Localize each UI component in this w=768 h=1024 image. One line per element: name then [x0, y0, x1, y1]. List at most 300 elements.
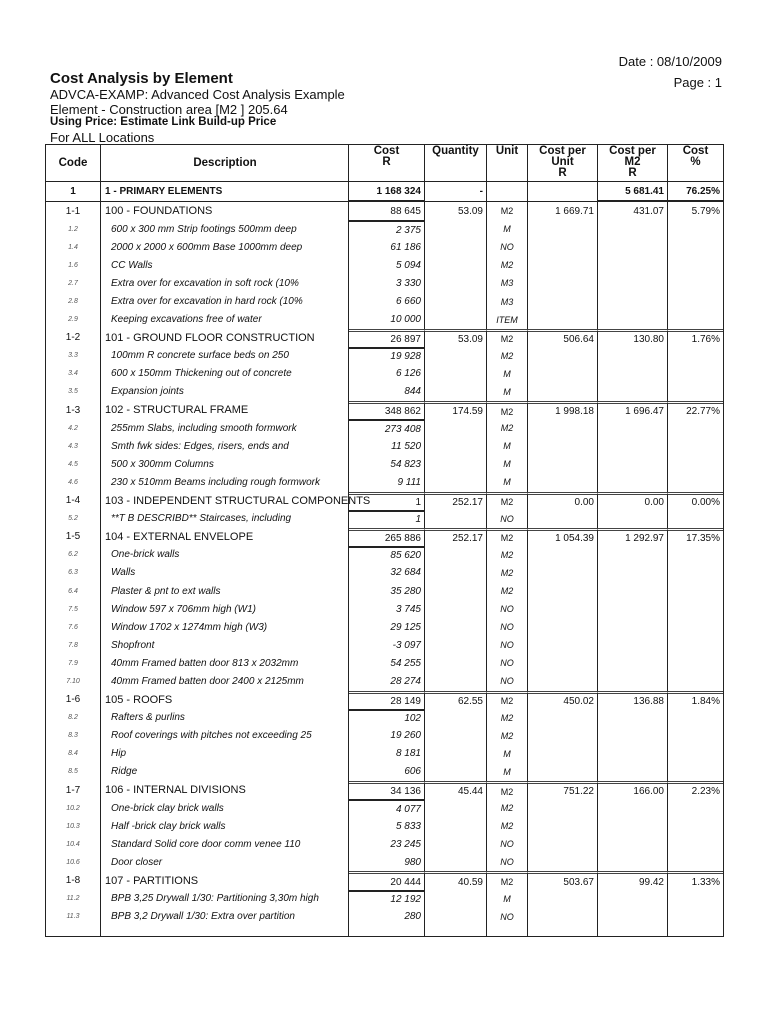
cell-code: 10.3 [66, 822, 80, 830]
cell-code: 6.4 [68, 587, 78, 595]
cell-code: 4.3 [68, 442, 78, 450]
cell-cost: 273 408 [349, 419, 425, 437]
cell-cost-pct [668, 564, 723, 582]
cell-cost: 9 111 [349, 473, 425, 491]
cell-cost-pct [668, 600, 723, 618]
cell-cost-per-m2 [598, 292, 668, 310]
col-cost-per-unit: Cost per Unit R [528, 145, 598, 181]
cell-quantity [425, 709, 487, 727]
cell-quantity: 40.59 [425, 871, 487, 889]
page-number: Page : 1 [673, 75, 722, 90]
cell-cost-per-unit [528, 437, 598, 455]
cell-cost-pct [668, 383, 723, 401]
cell-unit: NO [487, 238, 528, 256]
cell-unit: NO [487, 654, 528, 672]
cell-quantity [425, 799, 487, 817]
table-row-group [46, 781, 723, 799]
cell-code: 7.10 [66, 677, 80, 685]
table-row [46, 709, 723, 727]
cell-quantity [425, 600, 487, 618]
table-row-group [46, 202, 723, 220]
cell-cost-pct: 1.76% [668, 329, 723, 347]
cell-cost-pct [668, 455, 723, 473]
cell-code: 4.5 [68, 460, 78, 468]
cell-cost-per-unit [528, 890, 598, 908]
table-row-group [46, 329, 723, 347]
cell-description: 103 - INDEPENDENT STRUCTURAL COMPONENTS [100, 492, 349, 510]
cell-unit: M2 [487, 256, 528, 274]
cell-cost-per-unit: 506.64 [528, 329, 598, 347]
cell-cost-per-m2 [598, 672, 668, 690]
cell-code: 7.6 [68, 623, 78, 631]
cell-quantity [425, 510, 487, 528]
cell-unit: M [487, 383, 528, 401]
cell-code: 1-7 [65, 784, 81, 796]
cell-cost-per-unit [528, 672, 598, 690]
cell-quantity [425, 817, 487, 835]
cell-unit: M2 [487, 817, 528, 835]
cell-cost-per-m2 [598, 311, 668, 329]
cell-description: 40mm Framed batten door 2400 x 2125mm [100, 672, 349, 690]
cell-description: Hip [100, 745, 349, 763]
table-row-group [46, 691, 723, 709]
table-row-group [46, 871, 723, 889]
cell-cost: 606 [349, 763, 425, 781]
cell-cost-per-unit [528, 709, 598, 727]
col-cost-per-m2: Cost per M2 R [598, 145, 668, 181]
cell-cost: 28 274 [349, 672, 425, 690]
cell-cost-per-unit [528, 238, 598, 256]
cell-description: Window 597 x 706mm high (W1) [100, 600, 349, 618]
cell-quantity [425, 311, 487, 329]
cell-unit: M2 [487, 546, 528, 564]
cell-cost: 54 823 [349, 455, 425, 473]
cell-cost: 265 886 [349, 528, 425, 546]
cell-cost: 11 520 [349, 437, 425, 455]
cell-cost-per-unit [528, 419, 598, 437]
cell-unit: M3 [487, 274, 528, 292]
cell-description: 102 - STRUCTURAL FRAME [100, 401, 349, 419]
cell-cost-pct [668, 618, 723, 636]
using-price: Using Price: Estimate Link Build-up Price [50, 116, 277, 128]
cell-cost-per-unit: 1 998.18 [528, 401, 598, 419]
table-row [46, 636, 723, 654]
table-row [46, 365, 723, 383]
cell-cost-per-m2 [598, 908, 668, 926]
cell-code: 7.9 [68, 659, 78, 667]
cell-cost-per-unit [528, 564, 598, 582]
table-row [46, 817, 723, 835]
cell-cost-pct: 1.33% [668, 871, 723, 889]
cell-quantity [425, 745, 487, 763]
cell-description: 2000 x 2000 x 600mm Base 1000mm deep [100, 238, 349, 256]
element-info: Element - Construction area [M2 ] 205.64 [50, 102, 288, 117]
cell-code: 7.5 [68, 605, 78, 613]
cell-code: 1.6 [68, 261, 78, 269]
cell-cost-per-unit: 1 669.71 [528, 202, 598, 220]
col-quantity: Quantity [425, 145, 487, 181]
cell-description: 230 x 510mm Beams including rough formwork [100, 473, 349, 491]
cell-cost-per-unit [528, 835, 598, 853]
cell-cost-per-m2: 166.00 [598, 781, 668, 799]
table-row [46, 654, 723, 672]
cell-unit: M2 [487, 691, 528, 709]
cell-cost-pct [668, 817, 723, 835]
cell-cost-per-unit [528, 763, 598, 781]
table-row [46, 564, 723, 582]
cell-description: Half -brick clay brick walls [100, 817, 349, 835]
cell-description: One-brick clay brick walls [100, 799, 349, 817]
cell-quantity [425, 419, 487, 437]
cell-cost: 5 833 [349, 817, 425, 835]
cell-description: 100mm R concrete surface beds on 250 [100, 347, 349, 365]
cell-cost-per-m2 [598, 799, 668, 817]
cell-cost-pct [668, 510, 723, 528]
cell-unit: M [487, 473, 528, 491]
cell-code: 1-8 [65, 875, 81, 887]
cell-code: 6.3 [68, 569, 78, 577]
cell-cost-pct: 2.23% [668, 781, 723, 799]
cell-cost-per-unit: 1 054.39 [528, 528, 598, 546]
cell-cost-per-unit: 503.67 [528, 871, 598, 889]
cell-cost-per-m2 [598, 546, 668, 564]
cell-unit: M [487, 455, 528, 473]
cell-description: 101 - GROUND FLOOR CONSTRUCTION [100, 329, 349, 347]
table-row [46, 510, 723, 528]
cell-cost: 28 149 [349, 691, 425, 709]
cell-quantity: 45.44 [425, 781, 487, 799]
cell-cost: 10 000 [349, 311, 425, 329]
cell-cost-pct [668, 853, 723, 871]
cell-cost-per-unit: 751.22 [528, 781, 598, 799]
col-unit: Unit [487, 145, 528, 181]
cell-cost-per-unit [528, 817, 598, 835]
cell-description: 107 - PARTITIONS [100, 871, 349, 889]
cell-cost: 1 168 324 [349, 182, 425, 201]
cell-cost-per-m2 [598, 763, 668, 781]
cell-cost: 23 245 [349, 835, 425, 853]
table-row [46, 220, 723, 238]
cell-cost-per-unit: 0.00 [528, 492, 598, 510]
cell-cost-per-unit [528, 636, 598, 654]
cell-code: 1 [70, 186, 76, 197]
cell-quantity: 53.09 [425, 202, 487, 220]
cell-cost: 980 [349, 853, 425, 871]
cell-cost-pct [668, 437, 723, 455]
table-row [46, 835, 723, 853]
cell-cost-pct [668, 890, 723, 908]
table-row [46, 672, 723, 690]
cell-unit: M2 [487, 871, 528, 889]
cell-description: Extra over for excavation in hard rock (10% [100, 292, 349, 310]
table-row [46, 853, 723, 871]
table-row [46, 546, 723, 564]
cell-unit: M2 [487, 564, 528, 582]
cell-cost-per-m2: 431.07 [598, 202, 668, 220]
cell-description: Window 1702 x 1274mm high (W3) [100, 618, 349, 636]
cell-unit: M [487, 365, 528, 383]
cell-quantity [425, 238, 487, 256]
cell-code: 1-5 [65, 531, 81, 543]
report-subtitle: ADVCA-EXAMP: Advanced Cost Analysis Example [50, 87, 345, 102]
cell-quantity [425, 564, 487, 582]
cell-code: 4.2 [68, 424, 78, 432]
cell-cost-pct [668, 238, 723, 256]
cell-cost-pct [668, 347, 723, 365]
cell-unit: M2 [487, 202, 528, 220]
cell-code: 7.8 [68, 641, 78, 649]
cell-quantity [425, 292, 487, 310]
cell-cost: 35 280 [349, 582, 425, 600]
cell-cost-per-m2 [598, 618, 668, 636]
cell-quantity: 174.59 [425, 401, 487, 419]
cell-cost-pct [668, 582, 723, 600]
cell-cost-per-m2 [598, 727, 668, 745]
cell-description: Plaster & pnt to ext walls [100, 582, 349, 600]
cell-quantity [425, 365, 487, 383]
cell-quantity [425, 546, 487, 564]
cell-unit: ITEM [487, 311, 528, 329]
cell-code: 8.2 [68, 714, 78, 722]
cell-description: **T B DESCRIBD** Staircases, including [100, 510, 349, 528]
cell-unit: NO [487, 636, 528, 654]
cell-description: Expansion joints [100, 383, 349, 401]
cell-cost-pct [668, 292, 723, 310]
cell-cost-per-unit: 450.02 [528, 691, 598, 709]
cell-description: 255mm Slabs, including smooth formwork [100, 419, 349, 437]
cell-cost-pct [668, 473, 723, 491]
table-row-primary [46, 182, 723, 202]
cell-cost-pct: 5.79% [691, 205, 720, 217]
cell-cost-per-m2: 0.00 [598, 492, 668, 510]
cell-cost: 19 260 [349, 727, 425, 745]
cell-cost-per-m2: 136.88 [598, 691, 668, 709]
cell-quantity [425, 654, 487, 672]
cell-description: Roof coverings with pitches not exceeding 25 [100, 727, 349, 745]
cell-code: 1-1 [65, 205, 81, 217]
cell-code: 1-3 [65, 404, 81, 416]
cell-cost: 348 862 [349, 401, 425, 419]
report-date: Date : 08/10/2009 [618, 54, 722, 69]
cell-cost-pct: 0.00% [668, 492, 723, 510]
cell-cost: 3 745 [349, 600, 425, 618]
cell-unit: NO [487, 618, 528, 636]
cell-cost-per-m2 [598, 347, 668, 365]
cell-cost-per-unit [528, 799, 598, 817]
cell-cost: 34 136 [349, 781, 425, 799]
cell-cost-per-m2: 1 696.47 [598, 401, 668, 419]
cell-cost: 29 125 [349, 618, 425, 636]
cell-unit: M [487, 220, 528, 238]
col-description: Description [100, 145, 349, 181]
cell-description: BPB 3,2 Drywall 1/30: Extra over partition [100, 908, 349, 926]
cell-cost: 1 [349, 510, 425, 528]
cell-unit: NO [487, 672, 528, 690]
cell-cost-pct [668, 274, 723, 292]
cell-cost-per-m2 [598, 817, 668, 835]
cell-cost-per-m2 [598, 256, 668, 274]
cell-cost-per-m2 [598, 853, 668, 871]
cell-cost: 32 684 [349, 564, 425, 582]
cell-code: 1-2 [65, 332, 81, 344]
cell-code: 8.5 [68, 768, 78, 776]
cell-unit: M [487, 890, 528, 908]
cell-cost-pct [668, 654, 723, 672]
cell-code: 3.4 [68, 370, 78, 378]
cell-unit: M2 [487, 329, 528, 347]
cell-cost-pct [668, 636, 723, 654]
cell-cost-per-m2 [598, 510, 668, 528]
cell-code: 3.3 [68, 352, 78, 360]
cell-unit: NO [487, 510, 528, 528]
cell-quantity: 252.17 [425, 528, 487, 546]
cell-cost-per-m2 [598, 238, 668, 256]
cell-cost: 26 897 [349, 329, 425, 347]
cell-cost-per-unit [528, 274, 598, 292]
table-row-group [46, 401, 723, 419]
table-row [46, 745, 723, 763]
cell-description: CC Walls [100, 256, 349, 274]
table-row [46, 727, 723, 745]
cell-code: 10.2 [66, 804, 80, 812]
cell-cost-pct [668, 709, 723, 727]
cell-cost-pct [668, 727, 723, 745]
cell-cost-per-unit [528, 582, 598, 600]
col-code: Code [58, 157, 88, 169]
cell-code: 1-6 [65, 694, 81, 706]
locations: For ALL Locations [50, 130, 155, 145]
cell-code: 1.2 [68, 225, 78, 233]
cost-table [45, 144, 724, 937]
cell-quantity: 252.17 [425, 492, 487, 510]
cell-cost: 12 192 [349, 890, 425, 908]
table-row [46, 437, 723, 455]
cell-cost-pct [668, 745, 723, 763]
cell-unit: M2 [487, 799, 528, 817]
cell-description: One-brick walls [100, 546, 349, 564]
table-row-group [46, 492, 723, 510]
cell-cost-per-m2 [598, 654, 668, 672]
cell-code: 2.8 [68, 298, 78, 306]
col-cost-pct: Cost % [682, 145, 709, 168]
cell-description: Door closer [100, 853, 349, 871]
cell-cost-per-unit [528, 727, 598, 745]
table-row [46, 600, 723, 618]
cell-code: 1.4 [68, 243, 78, 251]
cell-cost-per-m2: 5 681.41 [598, 182, 668, 201]
cell-cost-pct [668, 419, 723, 437]
table-row [46, 383, 723, 401]
cell-quantity [425, 890, 487, 908]
table-row [46, 908, 723, 926]
cell-unit: M2 [487, 781, 528, 799]
cell-cost-pct: 1.84% [668, 691, 723, 709]
table-row [46, 763, 723, 781]
cell-cost-per-m2 [598, 473, 668, 491]
cell-unit: M2 [487, 582, 528, 600]
cell-cost: 61 186 [349, 238, 425, 256]
cell-description: Standard Solid core door comm venee 110 [100, 835, 349, 853]
cell-quantity [425, 274, 487, 292]
cell-cost-per-m2 [598, 274, 668, 292]
cell-quantity [425, 220, 487, 238]
cell-cost-per-unit [528, 347, 598, 365]
cell-cost-per-unit [528, 383, 598, 401]
cell-cost-per-unit [528, 220, 598, 238]
cell-cost-per-m2 [598, 365, 668, 383]
cell-cost-pct [668, 220, 723, 238]
cell-cost-per-m2 [598, 636, 668, 654]
cell-description: 100 - FOUNDATIONS [100, 202, 349, 220]
cell-description: 104 - EXTERNAL ENVELOPE [100, 528, 349, 546]
cell-unit: NO [487, 835, 528, 853]
cell-quantity: 62.55 [425, 691, 487, 709]
cell-cost: 1 [349, 492, 425, 510]
cell-quantity [425, 853, 487, 871]
cell-cost-per-m2 [598, 419, 668, 437]
cell-code: 8.4 [68, 750, 78, 758]
cell-code: 2.9 [68, 316, 78, 324]
cell-quantity [425, 437, 487, 455]
cell-cost-pct: 17.35% [668, 528, 723, 546]
cell-description: 106 - INTERNAL DIVISIONS [100, 781, 349, 799]
cell-quantity [425, 383, 487, 401]
table-row [46, 419, 723, 437]
cell-cost-per-unit [528, 455, 598, 473]
cell-code: 3.5 [68, 388, 78, 396]
table-row-group [46, 528, 723, 546]
cell-unit: M [487, 745, 528, 763]
cell-cost-per-unit [528, 473, 598, 491]
cell-description: Smth fwk sides: Edges, risers, ends and [100, 437, 349, 455]
cell-description: 600 x 300 mm Strip footings 500mm deep [100, 220, 349, 238]
cell-cost-pct [668, 908, 723, 926]
cell-cost-per-m2 [598, 835, 668, 853]
cell-cost-pct [668, 311, 723, 329]
cell-quantity [425, 473, 487, 491]
cell-unit [487, 182, 528, 201]
cell-unit: M2 [487, 709, 528, 727]
cell-unit: M2 [487, 419, 528, 437]
cell-cost: 102 [349, 709, 425, 727]
report-title: Cost Analysis by Element [50, 70, 233, 87]
cell-description: 1 - PRIMARY ELEMENTS [100, 182, 349, 201]
cell-cost-per-m2 [598, 745, 668, 763]
cell-code: 2.7 [68, 279, 78, 287]
cell-cost: 8 181 [349, 745, 425, 763]
cell-cost-per-unit [528, 600, 598, 618]
cell-cost: -3 097 [349, 636, 425, 654]
cell-cost: 6 660 [349, 292, 425, 310]
table-row [46, 890, 723, 908]
cell-cost: 2 375 [349, 220, 425, 238]
cell-cost-per-unit [528, 292, 598, 310]
table-row [46, 256, 723, 274]
cell-cost-pct [668, 763, 723, 781]
cell-cost-per-unit [528, 618, 598, 636]
cell-cost-per-unit [528, 546, 598, 564]
cell-quantity [425, 763, 487, 781]
cell-description: 40mm Framed batten door 813 x 2032mm [100, 654, 349, 672]
cell-cost-per-unit [528, 311, 598, 329]
cell-cost: 3 330 [349, 274, 425, 292]
cell-description: Walls [100, 564, 349, 582]
cell-cost: 4 077 [349, 799, 425, 817]
table-end [46, 926, 723, 936]
cell-cost-per-unit [528, 853, 598, 871]
cell-description: Extra over for excavation in soft rock (10% [100, 274, 349, 292]
cell-cost-per-m2 [598, 564, 668, 582]
